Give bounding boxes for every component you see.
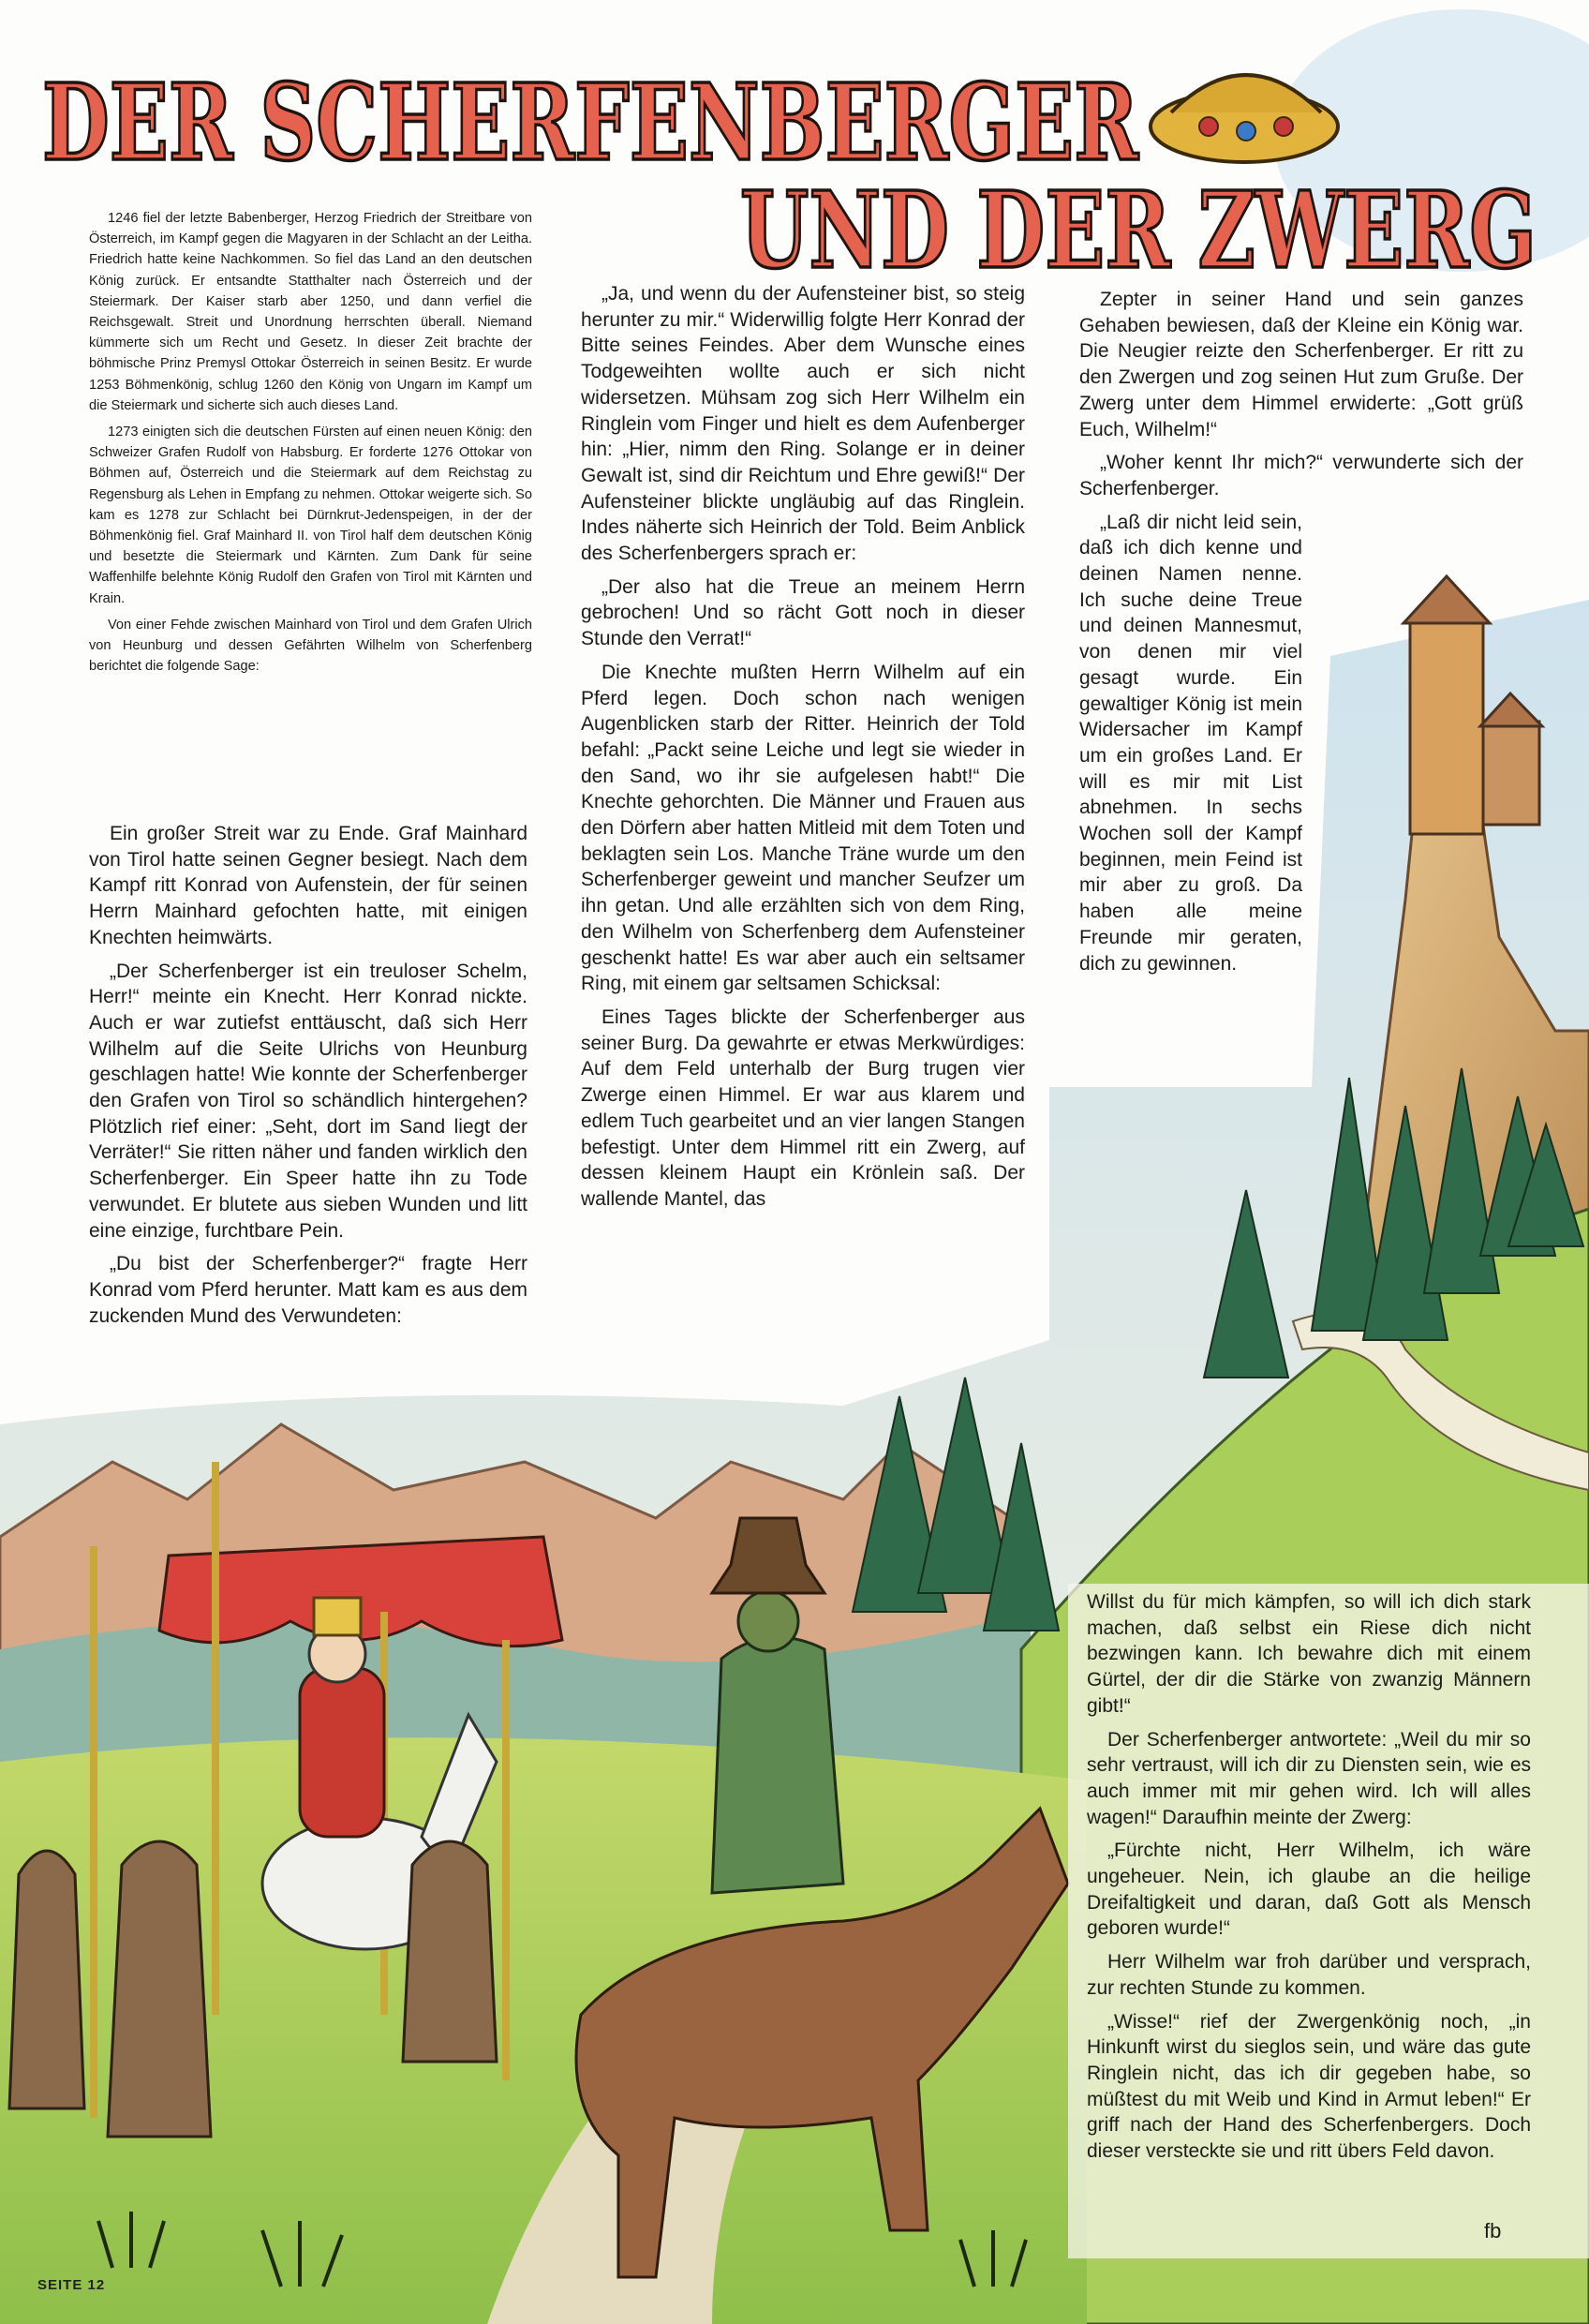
story-paragraph: „Wisse!“ rief der Zwergenkönig noch, „in Hinkunft wirst du sieglos sein, und wäre das gute Ringlein nicht, das ich dir gegeben habe, so müßtest du mit Weib und Kind in Armut leben!“ Er griff nach der Hand des Scherfenbergers. Doch dieser versteckte sie und ritt übers Feld davon. bbox=[1087, 2010, 1531, 2163]
story-paragraph: Eines Tages blickte der Scherfenberger aus seiner Burg. Da gewahrte er etwas Merkwürdiges: Auf dem Feld unterhalb der Burg trugen vier Zwerge einen Himmel. Er war aus klarem und edlem Tuch gearbeitet und an vier langen Stangen befestigt. Unter dem Himmel ritt ein Zwerg, auf dessen kleinem Haupt ein Krönlein saß. Der wallende Mantel, das bbox=[581, 1006, 1025, 1210]
story-paragraph: „Fürchte nicht, Herr Wilhelm, ich wäre ungeheuer. Nein, ich glaube an die heilige Dreifaltigkeit und daran, daß Gott als Mensch geboren wurde!“ bbox=[1087, 1840, 1531, 1940]
intro-paragraph: 1246 fiel der letzte Babenberger, Herzog Friedrich der Streitbare von Österreich, im Kampf gegen die Magyaren in der Schlacht an der Leitha. Friedrich hatte keine Nachkommen. So fiel das Land an den deutschen König zurück. Er entsandte Statthalter nach Österreich und der Steiermark. Der Kaiser starb aber 1250, und dann verfiel die Reichsgewalt. Streit und Unordnung herrschten überall. Niemand kümmerte sich um Recht und Gesetz. In dieser Zeit brachte der böhmische Prinz Premysl Ottokar Österreich in seinen Besitz. Er wurde 1253 Böhmenkönig, schlug 1260 den König von Ungarn im Kampf um die Steiermark und sicherte sich auch dieses Land. bbox=[89, 211, 532, 413]
intro-paragraph: Von einer Fehde zwischen Mainhard von Tirol und dem Grafen Ulrich von Heunburg und dessen Gefährten Wilhelm von Scherfenberg berichtet die folgende Sage: bbox=[89, 617, 532, 675]
rider-body bbox=[712, 1637, 843, 1893]
page-number: SEITE 12 bbox=[37, 2277, 106, 2293]
story-paragraph: Zepter in seiner Hand und sein ganzes Gehaben bewiesen, daß der Kleine ein König war. Die Neugier reizte den Scherfenberger. Er ritt zu den Zwergen und zog seinen Hut zum Gruße. Der Zwerg unter dem Himmel erwiderte: „Gott grüß Euch, Wilhelm!“ bbox=[1079, 289, 1523, 440]
story-paragraph: Die Knechte mußten Herrn Wilhelm auf ein Pferd legen. Doch schon nach wenigen Augenblicken starb der Ritter. Heinrich der Told befahl: „Packt seine Leiche und legt sie wieder in den Sand, wo ihr sie aufgelesen habt!“ Die Knechte gehorchten. Die Männer und Frauen aus den Dörfern aber hatten Mitleid mit dem Toten und beklagten sein Los. Manche Träne wurde um den Scherfenberger geweint und mancher Seufzer um ihn getan. Und alle erzählten sich von dem Ring, den Wilhelm von Scherfenberg dem Aufensteiner geschenkt hatte! Es war aber auch ein seltsamer Ring, mit einem gar seltsamen Schicksal: bbox=[581, 661, 1025, 995]
story-paragraph: „Der Scherfenberger ist ein treuloser Schelm, Herr!“ meinte ein Knecht. Herr Konrad nickte. Auch er war zutiefst enttäuscht, daß sich Herr Wilhelm auf die Seite Ulrichs von Heunburg geschlagen hatte! Wie konnte der Scherfenberger den Grafen von Tirol so schändlich hintergehen? Plötzlich rief einer: „Seht, dort im Sand liegt der Verräter!“ Sie ritten näher und fanden wirklich den Scherfenberger. Ein Speer hatte ihn zu Tode verwundet. Er blutete aus sieben Wunden und litt eine einzige, furchtbare Pein. bbox=[89, 960, 527, 1242]
story-column-1 bbox=[89, 821, 527, 1336]
story-paragraph: „Woher kennt Ihr mich?“ verwunderte sich der Scherfenberger. bbox=[1079, 452, 1523, 499]
story-column-2 bbox=[581, 281, 1025, 1220]
story-paragraph: „Du bist der Scherfenberger?“ fragte Herr Konrad vom Pferd herunter. Matt kam es aus dem zuckenden Mund des Verwundeten: bbox=[89, 1253, 527, 1327]
crown bbox=[314, 1598, 361, 1635]
story-paragraph: „Laß dir nicht leid sein, daß ich dich kenne und deinen Namen nenne. Ich suche deine Treue und deinen Mannesmut, von denen mir viel gesagt wurde. Ein gewaltiger König ist mein Widersacher im Kampf um ein großes Land. Er will es mir mit List abnehmen. In sechs Wochen soll der Kampf beginnen, mein Feind ist mir aber zu groß. Da haben alle meine Freunde mir geraten, dich zu gewinnen. bbox=[1079, 511, 1302, 975]
story-paragraph: „Ja, und wenn du der Aufensteiner bist, so steig herunter zu mir.“ Widerwillig folgte Herr Konrad der Bitte seines Feindes. Aber dem Wunsche eines Todgeweihten wollte auch er sich nicht widersetzen. Mühsam zog sich Herr Wilhelm ein Ringlein vom Finger und hielt es dem Aufenberger hin: „Hier, nimm den Ring. Solange er in deiner Gewalt ist, sind dir Reichtum und Ehre gewiß!“ Der Aufensteiner blickte ungläubig auf das Ringlein. Indes näherte sich Heinrich der Told. Beim Anblick des Scherfenbergers sprach er: bbox=[581, 283, 1025, 565]
story-paragraph: Ein großer Streit war zu Ende. Graf Mainhard von Tirol hatte seinen Gegner besiegt. Nach dem Kampf ritt Konrad von Aufenstein, der für seinen Herrn Mainhard gefochten hatte, mit einigen Knechten heimwärts. bbox=[89, 823, 527, 948]
story-paragraph: Herr Wilhelm war froh darüber und versprach, zur rechten Stunde zu kommen. bbox=[1087, 1951, 1531, 1999]
story-paragraph: Willst du für mich kämpfen, so will ich dich stark machen, daß selbst ein Riese dich nicht bezwingen kann. Ich bewahre dich mit einem Gürtel, der dir die Stärke von zwanzig Männern gibt!“ bbox=[1087, 1591, 1531, 1717]
story-paragraph: „Der also hat die Treue an meinem Herrn gebrochen! Und so rächt Gott noch in dieser Stunde den Verrat!“ bbox=[581, 575, 1025, 650]
title-line-1: DER SCHERFENBERGER bbox=[42, 62, 1139, 185]
intro-paragraph: 1273 einigten sich die deutschen Fürsten auf einen neuen König: den Schweizer Grafen Rudolf von Habsburg. Er forderte 1276 Ottokar von Böhmen auf, Österreich und die Steiermark auf dem Reichstag zu Regensburg als Lehen in Empfang zu nehmen. Ottokar weigerte sich. So kam es 1278 zur Schlacht bei Dürnkrut-Jedenspeigen, in der der Böhmenkönig fiel. Graf Mainhard II. von Tirol half dem deutschen König und besetzte die Steiermark und Kärnten. Zum Dank für seine Waffenhilfe belehnte König Rudolf den Grafen von Tirol mit Kärnten und Krain. bbox=[89, 425, 532, 606]
story-column-3 bbox=[1079, 287, 1523, 1358]
intro-column bbox=[89, 208, 532, 682]
title-line-2: UND DER ZWERG bbox=[740, 170, 1537, 281]
story-column-4 bbox=[1087, 1589, 1531, 2172]
story-paragraph: Der Scherfenberger antwortete: „Weil du mir so sehr vertraust, will ich dir zu Diensten sein, wie es auch immer mit mir gehen wird. Ich will alles wagen!“ Daraufhin meinte der Zwerg: bbox=[1087, 1728, 1531, 1828]
author-signature: fb bbox=[1484, 2219, 1502, 2242]
rider-head bbox=[738, 1591, 798, 1651]
